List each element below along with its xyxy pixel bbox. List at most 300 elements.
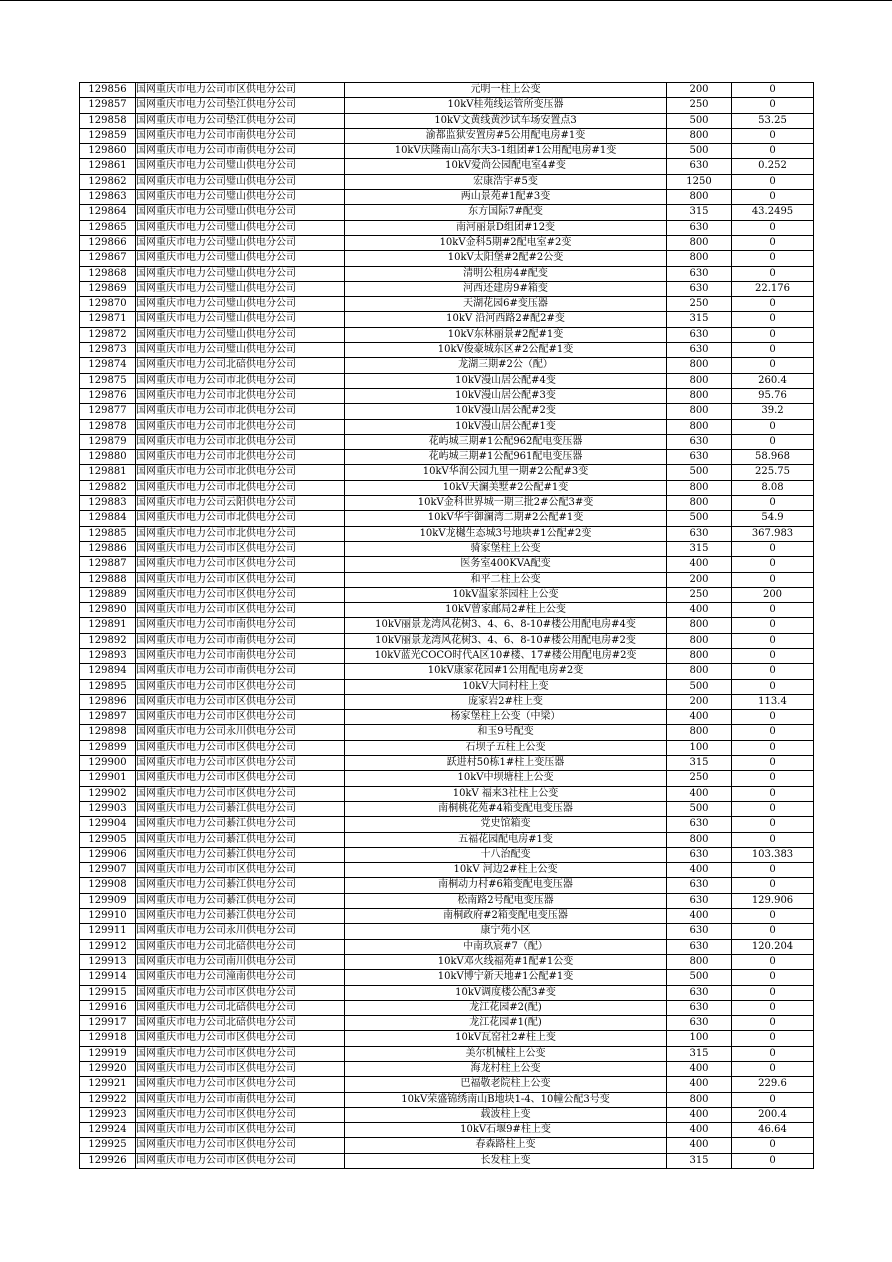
org-cell: 国网重庆市电力公司市南供电分公司 [136,633,345,648]
org-cell: 国网重庆市电力公司北碚供电分公司 [136,1000,345,1015]
org-cell: 国网重庆市电力公司市南供电分公司 [136,618,345,633]
value-cell: 0 [732,572,814,587]
table-row [80,312,814,327]
table-row [80,266,814,281]
row-id-cell: 129907 [80,863,136,878]
capacity-cell: 800 [667,480,732,495]
org-cell: 国网重庆市电力公司璧山供电分公司 [136,159,345,174]
org-cell: 国网重庆市电力公司市区供电分公司 [136,541,345,556]
capacity-cell: 400 [667,786,732,801]
value-cell: 0 [732,756,814,771]
row-id-cell: 129892 [80,633,136,648]
row-id-cell: 129864 [80,205,136,220]
row-id-cell: 129884 [80,511,136,526]
capacity-cell: 800 [667,648,732,663]
transformer-name-cell: 10kV龙樾生态城3号地块#1公配#2变 [345,526,667,541]
capacity-cell: 800 [667,251,732,266]
capacity-cell: 800 [667,618,732,633]
table-row [80,740,814,755]
table-row [80,694,814,709]
transformer-name-cell: 10kV博宁新天地#1公配#1变 [345,970,667,985]
transformer-name-cell: 龙湖三期#2公（配） [345,358,667,373]
value-cell: 0 [732,924,814,939]
capacity-cell: 400 [667,863,732,878]
row-id-cell: 129917 [80,1016,136,1031]
table-row [80,174,814,189]
transformer-name-cell: 清明公租房4#配变 [345,266,667,281]
org-cell: 国网重庆市电力公司市区供电分公司 [136,694,345,709]
table-body [80,83,814,1169]
transformer-name-cell: 南桐政府#2箱变配电变压器 [345,909,667,924]
transformer-name-cell: 渝都监狱安置房#5公用配电房#1变 [345,128,667,143]
row-id-cell: 129916 [80,1000,136,1015]
value-cell: 225.75 [732,465,814,480]
org-cell: 国网重庆市电力公司市区供电分公司 [136,1031,345,1046]
table-row [80,1062,814,1077]
table-row [80,465,814,480]
table-row [80,251,814,266]
transformer-name-cell: 河西还建房9#箱变 [345,281,667,296]
org-cell: 国网重庆市电力公司市北供电分公司 [136,419,345,434]
org-cell: 国网重庆市电力公司市北供电分公司 [136,465,345,480]
capacity-cell: 630 [667,434,732,449]
value-cell: 0 [732,878,814,893]
row-id-cell: 129894 [80,664,136,679]
table-row [80,511,814,526]
row-id-cell: 129857 [80,98,136,113]
org-cell: 国网重庆市电力公司市区供电分公司 [136,985,345,1000]
capacity-cell: 400 [667,909,732,924]
value-cell: 0 [732,541,814,556]
capacity-cell: 315 [667,205,732,220]
table-row [80,985,814,1000]
transformer-name-cell: 10kV漫山居公配#2变 [345,404,667,419]
capacity-cell: 315 [667,1153,732,1168]
org-cell: 国网重庆市电力公司市区供电分公司 [136,756,345,771]
org-cell: 国网重庆市电力公司市南供电分公司 [136,648,345,663]
org-cell: 国网重庆市电力公司市北供电分公司 [136,526,345,541]
value-cell: 0 [732,1092,814,1107]
table-row [80,1092,814,1107]
table-row [80,327,814,342]
capacity-cell: 630 [667,878,732,893]
org-cell: 国网重庆市电力公司璧山供电分公司 [136,174,345,189]
value-cell: 0 [732,863,814,878]
table-row [80,618,814,633]
transformer-name-cell: 南桐动力村#6箱变配电变压器 [345,878,667,893]
value-cell: 0 [732,725,814,740]
table-row [80,893,814,908]
value-cell: 0 [732,496,814,511]
transformer-name-cell: 10kV丽景龙湾风花树3、4、6、8-10#楼公用配电房#4变 [345,618,667,633]
org-cell: 国网重庆市电力公司云阳供电分公司 [136,496,345,511]
org-cell: 国网重庆市电力公司市区供电分公司 [136,572,345,587]
row-id-cell: 129906 [80,847,136,862]
row-id-cell: 129924 [80,1123,136,1138]
value-cell: 0 [732,1016,814,1031]
row-id-cell: 129865 [80,220,136,235]
org-cell: 国网重庆市电力公司璧山供电分公司 [136,281,345,296]
capacity-cell: 500 [667,465,732,480]
value-cell: 0 [732,235,814,250]
table-row [80,235,814,250]
transformer-name-cell: 10kV瓦窑社2#柱上变 [345,1031,667,1046]
capacity-cell: 400 [667,1077,732,1092]
value-cell: 0 [732,174,814,189]
org-cell: 国网重庆市电力公司市区供电分公司 [136,1046,345,1061]
table-row [80,970,814,985]
org-cell: 国网重庆市电力公司綦江供电分公司 [136,832,345,847]
table-row [80,450,814,465]
transformer-name-cell: 巴福敬老院柱上公变 [345,1077,667,1092]
row-id-cell: 129869 [80,281,136,296]
transformer-name-cell: 春森路柱上变 [345,1138,667,1153]
org-cell: 国网重庆市电力公司市区供电分公司 [136,863,345,878]
table-row [80,373,814,388]
value-cell: 0 [732,618,814,633]
transformer-name-cell: 南河丽景D组团#12变 [345,220,667,235]
transformer-name-cell: 10kV华润公园九里一期#2公配#3变 [345,465,667,480]
value-cell: 46.64 [732,1123,814,1138]
org-cell: 国网重庆市电力公司垫江供电分公司 [136,113,345,128]
value-cell: 0 [732,266,814,281]
value-cell: 0 [732,603,814,618]
org-cell: 国网重庆市电力公司璧山供电分公司 [136,343,345,358]
transformer-name-cell: 石坝子五柱上公变 [345,740,667,755]
row-id-cell: 129903 [80,801,136,816]
org-cell: 国网重庆市电力公司南川供电分公司 [136,954,345,969]
page-top-rule [0,0,892,1]
org-cell: 国网重庆市电力公司市北供电分公司 [136,450,345,465]
org-cell: 国网重庆市电力公司市区供电分公司 [136,771,345,786]
row-id-cell: 129896 [80,694,136,709]
capacity-cell: 250 [667,98,732,113]
table-row [80,98,814,113]
value-cell: 0 [732,1031,814,1046]
row-id-cell: 129874 [80,358,136,373]
transformer-name-cell: 10kV文黄线黄沙试车场安置点3 [345,113,667,128]
row-id-cell: 129862 [80,174,136,189]
row-id-cell: 129879 [80,434,136,449]
value-cell: 0 [732,801,814,816]
org-cell: 国网重庆市电力公司永川供电分公司 [136,725,345,740]
transformer-name-cell: 10kV天澜美墅#2公配#1变 [345,480,667,495]
table-row [80,480,814,495]
capacity-cell: 800 [667,664,732,679]
transformer-name-cell: 10kV金科世界城一期三批2#公配3#变 [345,496,667,511]
transformer-name-cell: 10kV温家茶园柱上公变 [345,587,667,602]
value-cell: 0 [732,312,814,327]
row-id-cell: 129908 [80,878,136,893]
value-cell: 200 [732,587,814,602]
table-row [80,801,814,816]
row-id-cell: 129881 [80,465,136,480]
capacity-cell: 1250 [667,174,732,189]
value-cell: 0 [732,1046,814,1061]
value-cell: 0 [732,710,814,725]
table-row [80,1046,814,1061]
table-row [80,526,814,541]
value-cell: 0 [732,1138,814,1153]
table-row [80,664,814,679]
org-cell: 国网重庆市电力公司垫江供电分公司 [136,98,345,113]
row-id-cell: 129905 [80,832,136,847]
row-id-cell: 129883 [80,496,136,511]
row-id-cell: 129914 [80,970,136,985]
capacity-cell: 100 [667,740,732,755]
row-id-cell: 129902 [80,786,136,801]
capacity-cell: 315 [667,1046,732,1061]
capacity-cell: 800 [667,1092,732,1107]
capacity-cell: 630 [667,526,732,541]
row-id-cell: 129922 [80,1092,136,1107]
transformer-name-cell: 10kV大同村柱上变 [345,679,667,694]
capacity-cell: 800 [667,725,732,740]
table-row [80,939,814,954]
transformer-name-cell: 10kV太阳堡#2配#2公变 [345,251,667,266]
org-cell: 国网重庆市电力公司市区供电分公司 [136,83,345,98]
table-row [80,557,814,572]
table-row [80,1000,814,1015]
capacity-cell: 500 [667,113,732,128]
table-row [80,205,814,220]
transformer-name-cell: 医务室400KVA配变 [345,557,667,572]
org-cell: 国网重庆市电力公司璧山供电分公司 [136,220,345,235]
table-row [80,358,814,373]
table-row [80,572,814,587]
transformer-name-cell: 10kV丽景龙湾风花树3、4、6、8-10#楼公用配电房#2变 [345,633,667,648]
transformer-name-cell: 十八治配变 [345,847,667,862]
org-cell: 国网重庆市电力公司璧山供电分公司 [136,266,345,281]
row-id-cell: 129873 [80,343,136,358]
org-cell: 国网重庆市电力公司市区供电分公司 [136,603,345,618]
row-id-cell: 129863 [80,190,136,205]
org-cell: 国网重庆市电力公司璧山供电分公司 [136,327,345,342]
capacity-cell: 800 [667,419,732,434]
org-cell: 国网重庆市电力公司璧山供电分公司 [136,205,345,220]
value-cell: 53.25 [732,113,814,128]
value-cell: 103.383 [732,847,814,862]
row-id-cell: 129897 [80,710,136,725]
capacity-cell: 400 [667,557,732,572]
table-row [80,863,814,878]
value-cell: 95.76 [732,388,814,403]
value-cell: 0 [732,220,814,235]
capacity-cell: 400 [667,603,732,618]
table-row [80,878,814,893]
value-cell: 8.08 [732,480,814,495]
value-cell: 0 [732,419,814,434]
row-id-cell: 129866 [80,235,136,250]
table-row [80,817,814,832]
value-cell: 58.968 [732,450,814,465]
capacity-cell: 800 [667,373,732,388]
transformer-name-cell: 庞家岩2#柱上变 [345,694,667,709]
transformer-name-cell: 10kV桂苑线运管所变压器 [345,98,667,113]
capacity-cell: 630 [667,266,732,281]
capacity-cell: 630 [667,924,732,939]
transformer-name-cell: 10kV漫山居公配#3变 [345,388,667,403]
row-id-cell: 129926 [80,1153,136,1168]
transformer-name-cell: 美尔机械柱上公变 [345,1046,667,1061]
transformer-name-cell: 天湖花园6#变压器 [345,297,667,312]
capacity-cell: 315 [667,541,732,556]
transformer-name-cell: 龙江花园#1(配) [345,1016,667,1031]
row-id-cell: 129867 [80,251,136,266]
org-cell: 国网重庆市电力公司市北供电分公司 [136,373,345,388]
value-cell: 0 [732,633,814,648]
capacity-cell: 800 [667,633,732,648]
value-cell: 0 [732,343,814,358]
row-id-cell: 129876 [80,388,136,403]
table-row [80,603,814,618]
value-cell: 0 [732,434,814,449]
transformer-name-cell: 10kV荣盛锦绣南山B地块1-4、10幢公配3号变 [345,1092,667,1107]
table-row [80,725,814,740]
row-id-cell: 129861 [80,159,136,174]
capacity-cell: 315 [667,756,732,771]
org-cell: 国网重庆市电力公司市北供电分公司 [136,434,345,449]
transformer-name-cell: 元明一柱上公变 [345,83,667,98]
transformer-name-cell: 两山景苑#1配#3变 [345,190,667,205]
org-cell: 国网重庆市电力公司市区供电分公司 [136,1107,345,1122]
transformer-name-cell: 康宁苑小区 [345,924,667,939]
org-cell: 国网重庆市电力公司市南供电分公司 [136,664,345,679]
value-cell: 43.2495 [732,205,814,220]
value-cell: 0 [732,358,814,373]
org-cell: 国网重庆市电力公司綦江供电分公司 [136,909,345,924]
transformer-name-cell: 杨家堡柱上公变（中梁） [345,710,667,725]
row-id-cell: 129877 [80,404,136,419]
table-row [80,756,814,771]
transformer-name-cell: 10kV金科5期#2配电室#2变 [345,235,667,250]
table-row [80,633,814,648]
transformer-name-cell: 党史馆箱变 [345,817,667,832]
org-cell: 国网重庆市电力公司市南供电分公司 [136,128,345,143]
row-id-cell: 129856 [80,83,136,98]
row-id-cell: 129920 [80,1062,136,1077]
capacity-cell: 630 [667,985,732,1000]
capacity-cell: 250 [667,297,732,312]
org-cell: 国网重庆市电力公司綦江供电分公司 [136,817,345,832]
value-cell: 0.252 [732,159,814,174]
transformer-name-cell: 和玉9号配变 [345,725,667,740]
table-row [80,144,814,159]
row-id-cell: 129918 [80,1031,136,1046]
value-cell: 0 [732,679,814,694]
transformer-name-cell: 南桐桃花苑#4箱变配电变压器 [345,801,667,816]
value-cell: 0 [732,771,814,786]
transformer-name-cell: 跃进村50栋1#柱上变压器 [345,756,667,771]
row-id-cell: 129872 [80,327,136,342]
capacity-cell: 800 [667,954,732,969]
row-id-cell: 129925 [80,1138,136,1153]
table-row [80,1031,814,1046]
org-cell: 国网重庆市电力公司市区供电分公司 [136,1062,345,1077]
row-id-cell: 129904 [80,817,136,832]
value-cell: 0 [732,786,814,801]
transformer-name-cell: 10kV蓝光COCO时代A区10#楼、17#楼公用配电房#2变 [345,648,667,663]
table-row [80,434,814,449]
capacity-cell: 400 [667,710,732,725]
capacity-cell: 800 [667,358,732,373]
transformer-name-cell: 10kV中坝塘柱上公变 [345,771,667,786]
org-cell: 国网重庆市电力公司市南供电分公司 [136,144,345,159]
transformer-name-cell: 10kV俊豪城东区#2公配#1变 [345,343,667,358]
table-row [80,496,814,511]
row-id-cell: 129901 [80,771,136,786]
table-row [80,587,814,602]
row-id-cell: 129887 [80,557,136,572]
org-cell: 国网重庆市电力公司市区供电分公司 [136,710,345,725]
row-id-cell: 129871 [80,312,136,327]
transformer-name-cell: 中南玖宸#7（配） [345,939,667,954]
table-row [80,83,814,98]
value-cell: 0 [732,954,814,969]
transformer-name-cell: 10kV曾家邮局2#柱上公变 [345,603,667,618]
table-row [80,710,814,725]
table-row [80,220,814,235]
org-cell: 国网重庆市电力公司綦江供电分公司 [136,847,345,862]
table-row [80,1153,814,1168]
row-id-cell: 129895 [80,679,136,694]
capacity-cell: 400 [667,1062,732,1077]
transformer-name-cell: 五福花园配电房#1变 [345,832,667,847]
capacity-cell: 200 [667,694,732,709]
org-cell: 国网重庆市电力公司市区供电分公司 [136,1153,345,1168]
transformer-name-cell: 长发柱上变 [345,1153,667,1168]
value-cell: 0 [732,1062,814,1077]
row-id-cell: 129915 [80,985,136,1000]
value-cell: 0 [732,128,814,143]
row-id-cell: 129888 [80,572,136,587]
org-cell: 国网重庆市电力公司璧山供电分公司 [136,190,345,205]
row-id-cell: 129891 [80,618,136,633]
table-row [80,343,814,358]
table-row [80,297,814,312]
transformer-name-cell: 10kV石堰9#柱上变 [345,1123,667,1138]
transformer-name-cell: 10kV 沿河西路2#配2#变 [345,312,667,327]
table-row [80,679,814,694]
value-cell: 120.204 [732,939,814,954]
transformer-name-cell: 10kV漫山居公配#1变 [345,419,667,434]
value-cell: 0 [732,985,814,1000]
org-cell: 国网重庆市电力公司璧山供电分公司 [136,251,345,266]
row-id-cell: 129860 [80,144,136,159]
table-row [80,954,814,969]
row-id-cell: 129878 [80,419,136,434]
capacity-cell: 200 [667,572,732,587]
capacity-cell: 500 [667,144,732,159]
org-cell: 国网重庆市电力公司北碚供电分公司 [136,1016,345,1031]
row-id-cell: 129882 [80,480,136,495]
row-id-cell: 129913 [80,954,136,969]
value-cell: 22.176 [732,281,814,296]
org-cell: 国网重庆市电力公司市区供电分公司 [136,740,345,755]
capacity-cell: 630 [667,1000,732,1015]
capacity-cell: 250 [667,587,732,602]
row-id-cell: 129890 [80,603,136,618]
transformer-name-cell: 10kV 福来3社柱上公变 [345,786,667,801]
value-cell: 0 [732,664,814,679]
capacity-cell: 500 [667,679,732,694]
table-row [80,419,814,434]
capacity-cell: 630 [667,450,732,465]
capacity-cell: 630 [667,159,732,174]
row-id-cell: 129893 [80,648,136,663]
capacity-cell: 250 [667,771,732,786]
transformer-name-cell: 10kV华宇御澜湾二期#2公配#1变 [345,511,667,526]
